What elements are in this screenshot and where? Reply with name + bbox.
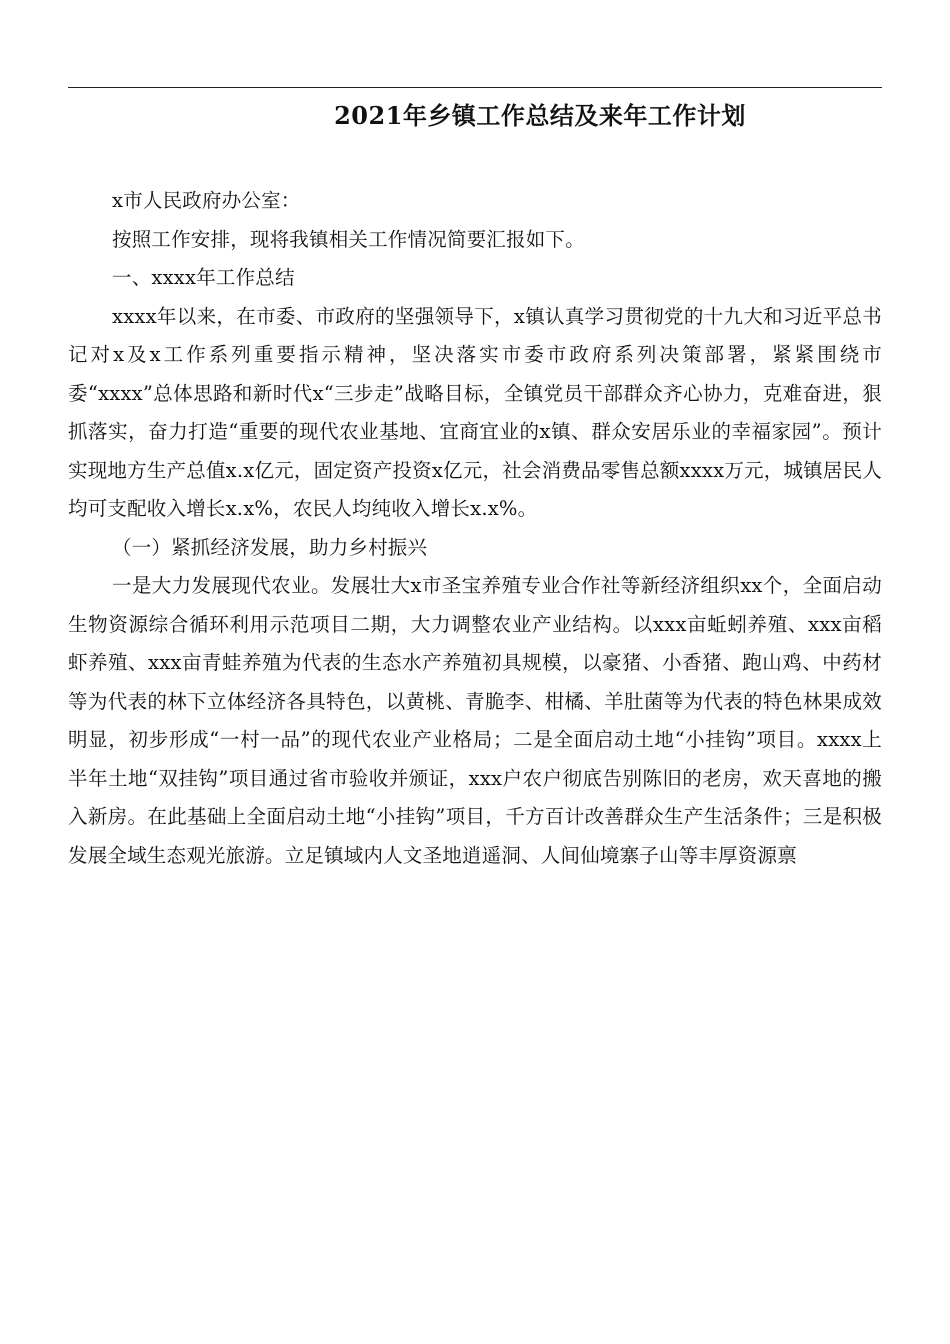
salutation: x市人民政府办公室： (112, 189, 301, 212)
header-rule (68, 87, 882, 88)
document-title: 2021年乡镇工作总结及来年工作计划 (334, 101, 746, 130)
document-body (68, 182, 882, 875)
summary-paragraph: xxxx年以来，在市委、市政府的坚强领导下，x镇认真学习贯彻党的十九大和习近平总书记对x及x工作系列重要指示精神，坚决落实市委市政府系列决策部署，紧紧围绕市委“xxxx”总体思路和新时代x“三步走”战略目标，全镇党员干部群众齐心协力，克难奋进，狠抓落实，奋力打造“重要的现代农业基地、宜商宜业的x镇、群众安居乐业的幸福家园”。预计实现地方生产总值x.x亿元，固定资产投资x亿元，社会消费品零售总额xxxx万元，城镇居民人均可支配收入增长x.x%，农民人均纯收入增长x.x%。 (68, 304, 882, 520)
subsection-heading-1: （一）紧抓经济发展，助力乡村振兴 (112, 535, 428, 559)
agriculture-paragraph: 一是大力发展现代农业。发展壮大x市圣宝养殖专业合作社等新经济组织xx个，全面启动生物资源综合循环利用示范项目二期，大力调整农业产业结构。以xxx亩蚯蚓养殖、xxx亩稻虾养殖、xxx亩青蛙养殖为代表的生态水产养殖初具规模，以豪猪、小香猪、跑山鸡、中药材等为代表的林下立体经济各具特色，以黄桃、青脆李、柑橘、羊肚菌等为代表的特色林果成效明显，初步形成“一村一品”的现代农业产业格局；二是全面启动土地“小挂钩”项目。xxxx上半年土地“双挂钩”项目通过省市验收并颁证，xxx户农户彻底告别陈旧的老房，欢天喜地的搬入新房。在此基础上全面启动土地“小挂钩”项目，千方百计改善群众生产生活条件；三是积极发展全域生态观光旅游。立足镇域内人文圣地逍遥洞、人间仙境寨子山等丰厚资源禀 (68, 574, 882, 867)
section-heading-1: 一、xxxx年工作总结 (112, 266, 295, 289)
intro-paragraph: 按照工作安排，现将我镇相关工作情况简要汇报如下。 (112, 227, 585, 251)
